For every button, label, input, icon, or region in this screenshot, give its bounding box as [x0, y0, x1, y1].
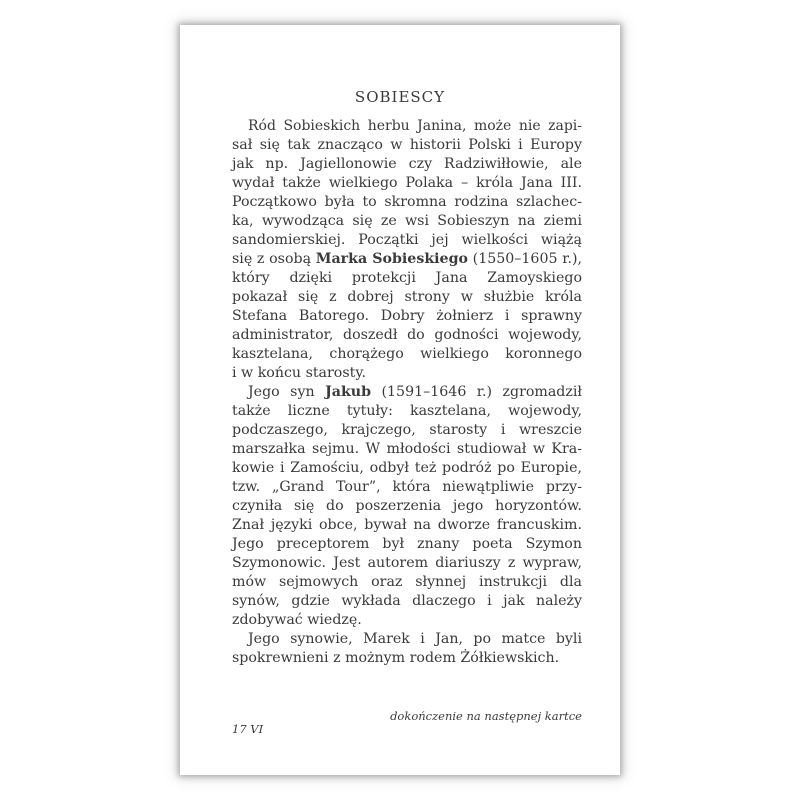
paragraph-1-line: pokazał się z dobrej strony w służbie króla: [232, 289, 582, 305]
article-body: [232, 117, 582, 668]
paragraph-1-line: który dzięki protekcji Jana Zamoyskiego: [232, 270, 582, 286]
paragraph-2-line: marszałka sejmu. W młodości studiował w Kra-: [232, 441, 582, 457]
paragraph-1-line: Ród Sobieskich herbu Janina, może nie zapi-: [248, 118, 582, 134]
page-title: SOBIESCY: [354, 88, 446, 106]
paragraph-1-line: kasztelana, chorążego wielkiego koronnego: [232, 346, 582, 362]
bold-name-marek-sobieski: Marka Sobieskiego: [315, 251, 468, 267]
paragraph-1-line: administrator, doszedł do godności wojewody,: [232, 327, 582, 343]
calendar-card: [180, 25, 620, 775]
paragraph-1-line: Stefana Batorego. Dobry żołnierz i sprawny: [232, 308, 582, 324]
paragraph-2-line: także liczne tytuły: kasztelana, wojewody,: [232, 403, 582, 419]
paragraph-2-line: podczaszego, krajczego, starosty i wreszcie: [232, 422, 582, 438]
paragraph-1-line: sał się tak znacząco w historii Polski i Europy: [232, 137, 582, 153]
paragraph-1-line: ka, wywodząca się ze wsi Sobieszyn na ziemi: [232, 213, 582, 229]
paragraph-1-line: jak np. Jagiellonowie czy Radziwiłłowie, ale: [232, 156, 582, 172]
paragraph-1-line: wydał także wielkiego Polaka – króla Jana III.: [232, 175, 582, 191]
paragraph-2-line: synów, gdzie wykłada dlaczego i jak należy: [232, 593, 582, 609]
paragraph-2-line: Jego preceptorem był znany poeta Szymon: [232, 536, 582, 552]
paragraph-1-line-with-name: [232, 250, 582, 269]
paragraph-2-line: mów sejmowych oraz słynnej instrukcji dla: [232, 574, 582, 590]
paragraph-2-line-with-name: [232, 383, 582, 402]
paragraph-1-line: i w końcu starosty.: [232, 365, 366, 381]
text-fragment: się z osobą: [232, 251, 316, 267]
paragraph-2-line: zdobywać wiedzę.: [232, 612, 362, 628]
paragraph-2-line: kowie i Zamościu, odbył też podróż po Europie,: [232, 460, 582, 476]
paragraph-3-line: Jego synowie, Marek i Jan, po matce byli: [248, 631, 582, 647]
paragraph-1-line: Początkowo była to skromna rodzina szlachec-: [232, 194, 582, 210]
paragraph-2-line: czyniła się do poszerzenia jego horyzontów.: [232, 498, 582, 514]
paragraph-2-line: Znał języki obce, bywał na dworze francuskim.: [232, 517, 582, 533]
bold-name-jakub: Jakub: [325, 384, 372, 400]
paragraph-3-line: spokrewnieni z możnym rodem Żółkiewskich.: [232, 650, 560, 666]
paragraph-2-line: tzw. „Grand Tour”, która niewątpliwie przy-: [232, 479, 582, 495]
paragraph-2-line: Szymonowic. Jest autorem diariuszy z wypraw,: [232, 555, 582, 571]
paragraph-1-line: sandomierskiej. Początki jej wielkości wiążą: [232, 232, 582, 248]
text-fragment: Jego syn: [248, 384, 326, 400]
text-fragment: (1591–1646 r.) zgromadził: [371, 384, 583, 400]
continuation-note: dokończenie na następnej kartce: [390, 709, 582, 723]
date-label: 17 VI: [232, 722, 264, 736]
text-fragment: (1550–1605 r.),: [467, 251, 583, 267]
